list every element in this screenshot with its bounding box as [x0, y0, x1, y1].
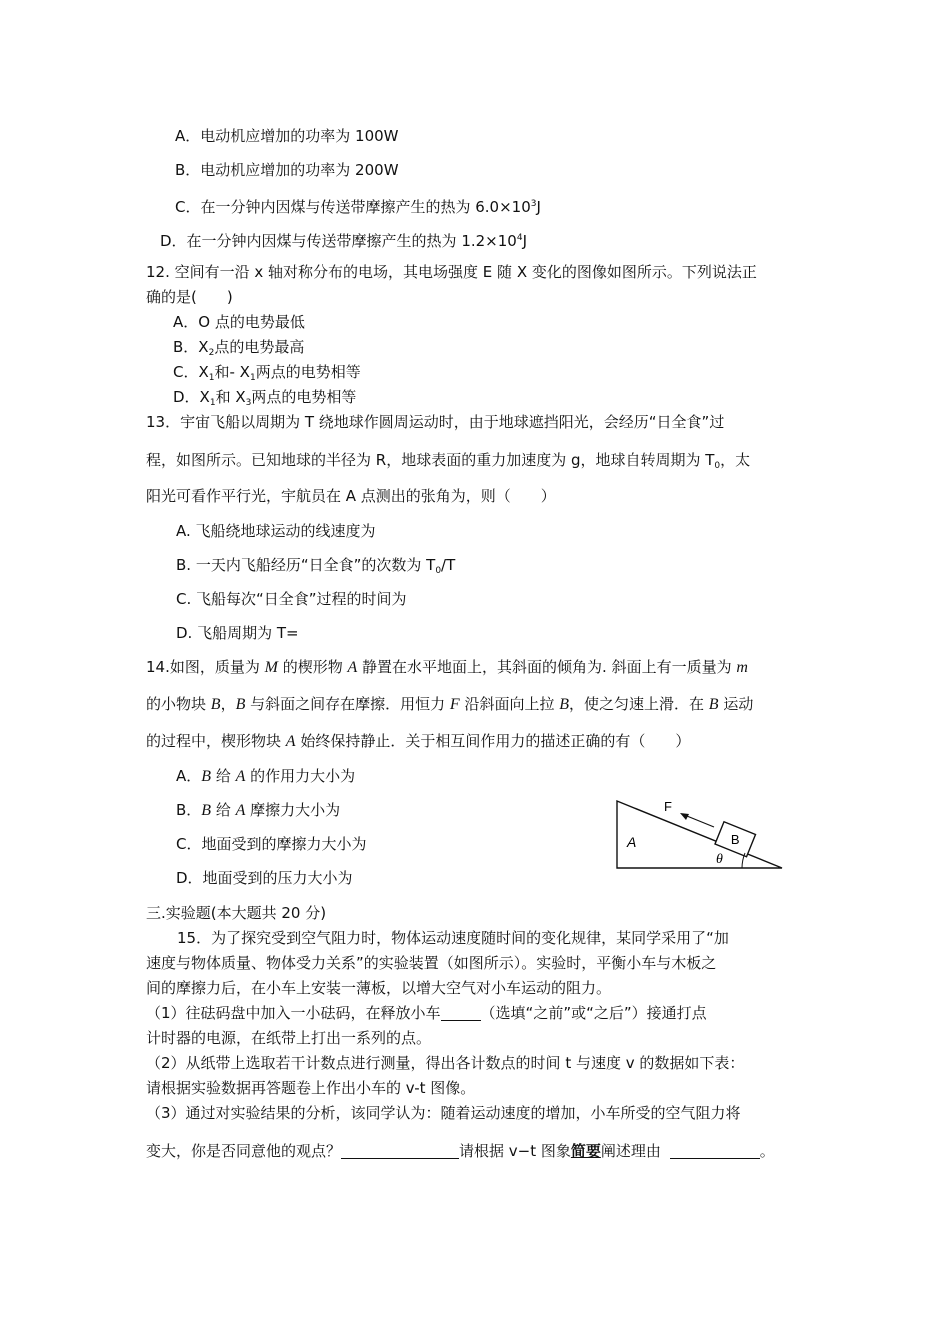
wedge-diagram [610, 792, 790, 872]
q13-option-c: C. 飞船每次“日全食”过程的时间为 [176, 590, 407, 608]
q13-stem-line2: 程，如图所示。已知地球的半径为 R，地球表面的重力加速度为 g，地球自转周期为 $T_0$，太 [146, 451, 751, 471]
force-arrow-head [680, 813, 689, 820]
q14-option-c: C．地面受到的摩擦力大小为 [176, 835, 367, 853]
q12-option-a: A．O 点的电势最低 [173, 313, 305, 331]
q11-option-a: A．电动机应增加的功率为 100W [175, 127, 399, 145]
wedge-a-shape [617, 801, 782, 868]
q15-stem-line3: 间的摩擦力后，在小车上安装一薄板，以增大空气对小车运动的阻力。 [146, 979, 612, 997]
answer-blank-1[interactable] [441, 1005, 481, 1021]
q15-part2-line2: 请根据实验数据再答题卷上作出小车的 v-t 图像。 [146, 1079, 476, 1097]
q14-option-d: D．地面受到的压力大小为 [176, 869, 353, 887]
q15-part2-line1: （2）从纸带上选取若干计数点进行测量，得出各计数点的时间 t 与速度 v 的数据如下表： [146, 1054, 745, 1072]
q13-option-b: B. 一天内飞船经历“日全食”的次数为 $T_0/T$ [176, 556, 456, 576]
q15-stem-line2: 速度与物体质量、物体受力关系”的实验装置（如图所示）。实验时，平衡小车与木板之 [146, 954, 717, 972]
q12-option-d: D．$X_1$和 $X_3$两点的电势相等 [173, 388, 357, 408]
q12-stem-line2: 确的是( ) [146, 288, 233, 306]
q13-stem-line1: 13．宇宙飞船以周期为 T 绕地球作圆周运动时，由于地球遮挡阳光，会经历“日全食”过 [146, 413, 725, 431]
wedge-a-label: A [627, 834, 637, 850]
answer-blank-2[interactable] [341, 1143, 459, 1159]
q14-option-a: A．B 给 A 的作用力大小为 [176, 767, 356, 785]
q12-stem-line1: 12. 空间有一沿 x 轴对称分布的电场，其电场强度 E 随 X 变化的图像如图所示。下列说法正 [146, 263, 757, 281]
block-b-label: B [730, 832, 740, 848]
q15-stem-line1: 15．为了探究受到空气阻力时，物体运动速度随时间的变化规律，某同学采用了“加 [177, 929, 729, 947]
q11-option-c: C．在一分钟内因煤与传送带摩擦产生的热为 $6.0\times 10^3J$ [175, 198, 541, 216]
q14-stem-line3: 的过程中，楔形物块 A 始终保持静止．关于相互间作用力的描述正确的有（ ） [146, 732, 691, 750]
q13-stem-line3: 阳光可看作平行光，宇航员在 A 点测出的张角为，则（ ） [146, 487, 556, 505]
q14-stem-line1: 14.如图，质量为 M 的楔形物 A 静置在水平地面上，其斜面的倾角为. 斜面上有一质量为 m [146, 658, 748, 676]
q15-part1-line2: 计时器的电源，在纸带上打出一系列的点。 [146, 1029, 432, 1047]
q13-option-a: A. 飞船绕地球运动的线速度为 [176, 522, 376, 540]
q12-option-b: B．$X_2$点的电势最高 [173, 338, 305, 358]
q14-stem-line2: 的小物块 B，B 与斜面之间存在摩擦．用恒力 F 沿斜面向上拉 B，使之匀速上滑．在 B 运动 [146, 695, 754, 713]
q14-option-b: B．B 给 A 摩擦力大小为 [176, 801, 341, 819]
force-f-label: F [664, 799, 672, 814]
q15-part3-line1: （3）通过对实验结果的分析，该同学认为：随着运动速度的增加，小车所受的空气阻力将 [146, 1104, 741, 1122]
q15-part3-line2: 变大，你是否同意他的观点？ 请根据 v−t 图象简要阐述理由 。 [146, 1142, 775, 1160]
q11-option-b: B．电动机应增加的功率为 200W [175, 161, 399, 179]
q12-option-c: C．$X_1$和- $X_1$两点的电势相等 [173, 363, 361, 383]
theta-label: θ [716, 852, 723, 867]
answer-blank-3[interactable] [670, 1143, 760, 1159]
section3-title: 三.实验题(本大题共 20 分) [146, 904, 327, 922]
q15-part1-line1: （1）往砝码盘中加入一小砝码，在释放小车 （选填“之前”或“之后”）接通打点 [146, 1004, 707, 1022]
q11-option-d: D．在一分钟内因煤与传送带摩擦产生的热为 $1.2\times 10^4J$ [160, 232, 528, 250]
q13-option-d: D. 飞船周期为 T= [176, 624, 299, 642]
